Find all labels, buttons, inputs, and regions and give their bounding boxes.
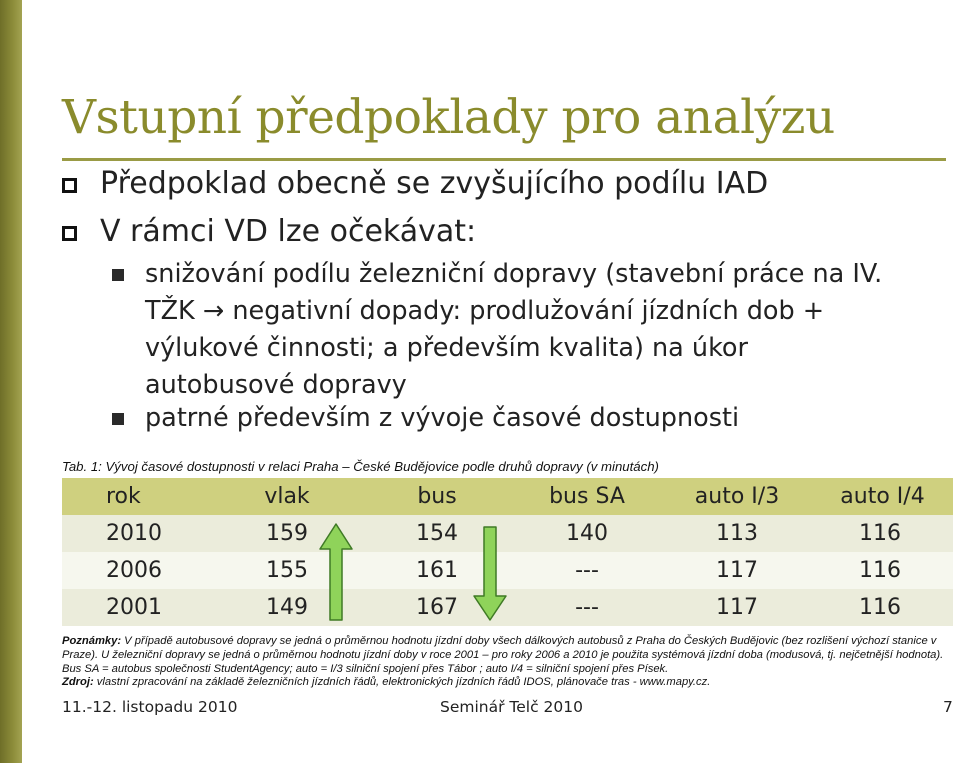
table-cell: 116	[812, 552, 953, 589]
table-cell: 140	[512, 515, 662, 552]
filled-square-bullet-icon	[112, 269, 124, 281]
hollow-square-bullet-icon	[62, 178, 77, 193]
table-cell: 116	[812, 515, 953, 552]
bullet-text	[145, 256, 935, 404]
column-header: auto I/3	[662, 478, 812, 515]
footer-date: 11.-12. listopadu 2010	[62, 698, 238, 716]
table-row	[62, 552, 953, 589]
title-divider	[62, 158, 946, 161]
bullet-text: Předpoklad obecně se zvyšujícího podílu IAD	[100, 166, 769, 201]
hollow-square-bullet-icon	[62, 226, 77, 241]
source-label: Zdroj:	[62, 676, 94, 688]
slide-title: Vstupní předpoklady pro analýzu	[62, 90, 835, 145]
left-stripe-decoration	[0, 0, 22, 763]
table-cell: ---	[512, 552, 662, 589]
bullet-line: snižování podílu železniční dopravy (stavební práce na IV.	[145, 259, 883, 289]
bullet-text: V rámci VD lze očekávat:	[100, 214, 477, 249]
notes-label: Poznámky:	[62, 635, 122, 647]
table-cell: 2001	[62, 589, 212, 626]
table-cell: 2010	[62, 515, 212, 552]
table-notes	[62, 634, 954, 676]
table-cell: 161	[362, 552, 512, 589]
filled-square-bullet-icon	[112, 413, 124, 425]
table-cell: 155	[212, 552, 362, 589]
column-header: vlak	[212, 478, 362, 515]
bullet-line: TŽK → negativní dopady: prodlužování jízdních dob +	[145, 296, 825, 326]
source-text: vlastní zpracování na základě železničních jízdních řádů, elektronických jízdních řádů IDOS, plánovače tras - www.mapy.cz.	[93, 676, 711, 688]
table-cell: 159	[212, 515, 362, 552]
table-cell: 113	[662, 515, 812, 552]
bullet-line: autobusové dopravy	[145, 370, 407, 400]
column-header: auto I/4	[812, 478, 953, 515]
bullet-text	[145, 400, 935, 437]
table-row	[62, 515, 953, 552]
table-source	[62, 676, 710, 688]
bullet-line: výlukové činnosti; a především kvalita) na úkor	[145, 333, 749, 363]
bullet-line: patrné především z vývoje časové dostupnosti	[145, 403, 740, 433]
table-cell: 117	[662, 589, 812, 626]
table-caption: Tab. 1: Vývoj časové dostupnosti v relaci Praha – České Budějovice podle druhů dopravy (v minutách)	[62, 459, 659, 474]
table-cell: 149	[212, 589, 362, 626]
table-cell: ---	[512, 589, 662, 626]
table-header-row	[62, 478, 953, 515]
table-cell: 154	[362, 515, 512, 552]
notes-text: V případě autobusové dopravy se jedná o průměrnou hodnotu jízdní doby všech dálkových autobusů z Praha do Českých Budějovic (bez rozlišení výchozí stanice v Praze). U železniční dopravy se jedná o průměrnou hodnotu jízdní doby v roce 2001 – pro roky 2006 a 2010 je použita systémová jízdní doba (modusová, tj. nejčetnější hodnota). Bus SA = autobus společnosti StudentAgency; auto = I/3 silniční spojení přes Tábor ; auto I/4 = silniční spojení přes Písek.	[62, 635, 944, 675]
column-header: bus	[362, 478, 512, 515]
travel-time-table	[62, 478, 953, 626]
table-cell: 2006	[62, 552, 212, 589]
table-cell: 116	[812, 589, 953, 626]
table-cell: 117	[662, 552, 812, 589]
column-header: rok	[62, 478, 212, 515]
table-cell: 167	[362, 589, 512, 626]
column-header: bus SA	[512, 478, 662, 515]
footer-event: Seminář Telč 2010	[440, 698, 583, 716]
table-row	[62, 589, 953, 626]
footer-page-number: 7	[943, 698, 953, 716]
